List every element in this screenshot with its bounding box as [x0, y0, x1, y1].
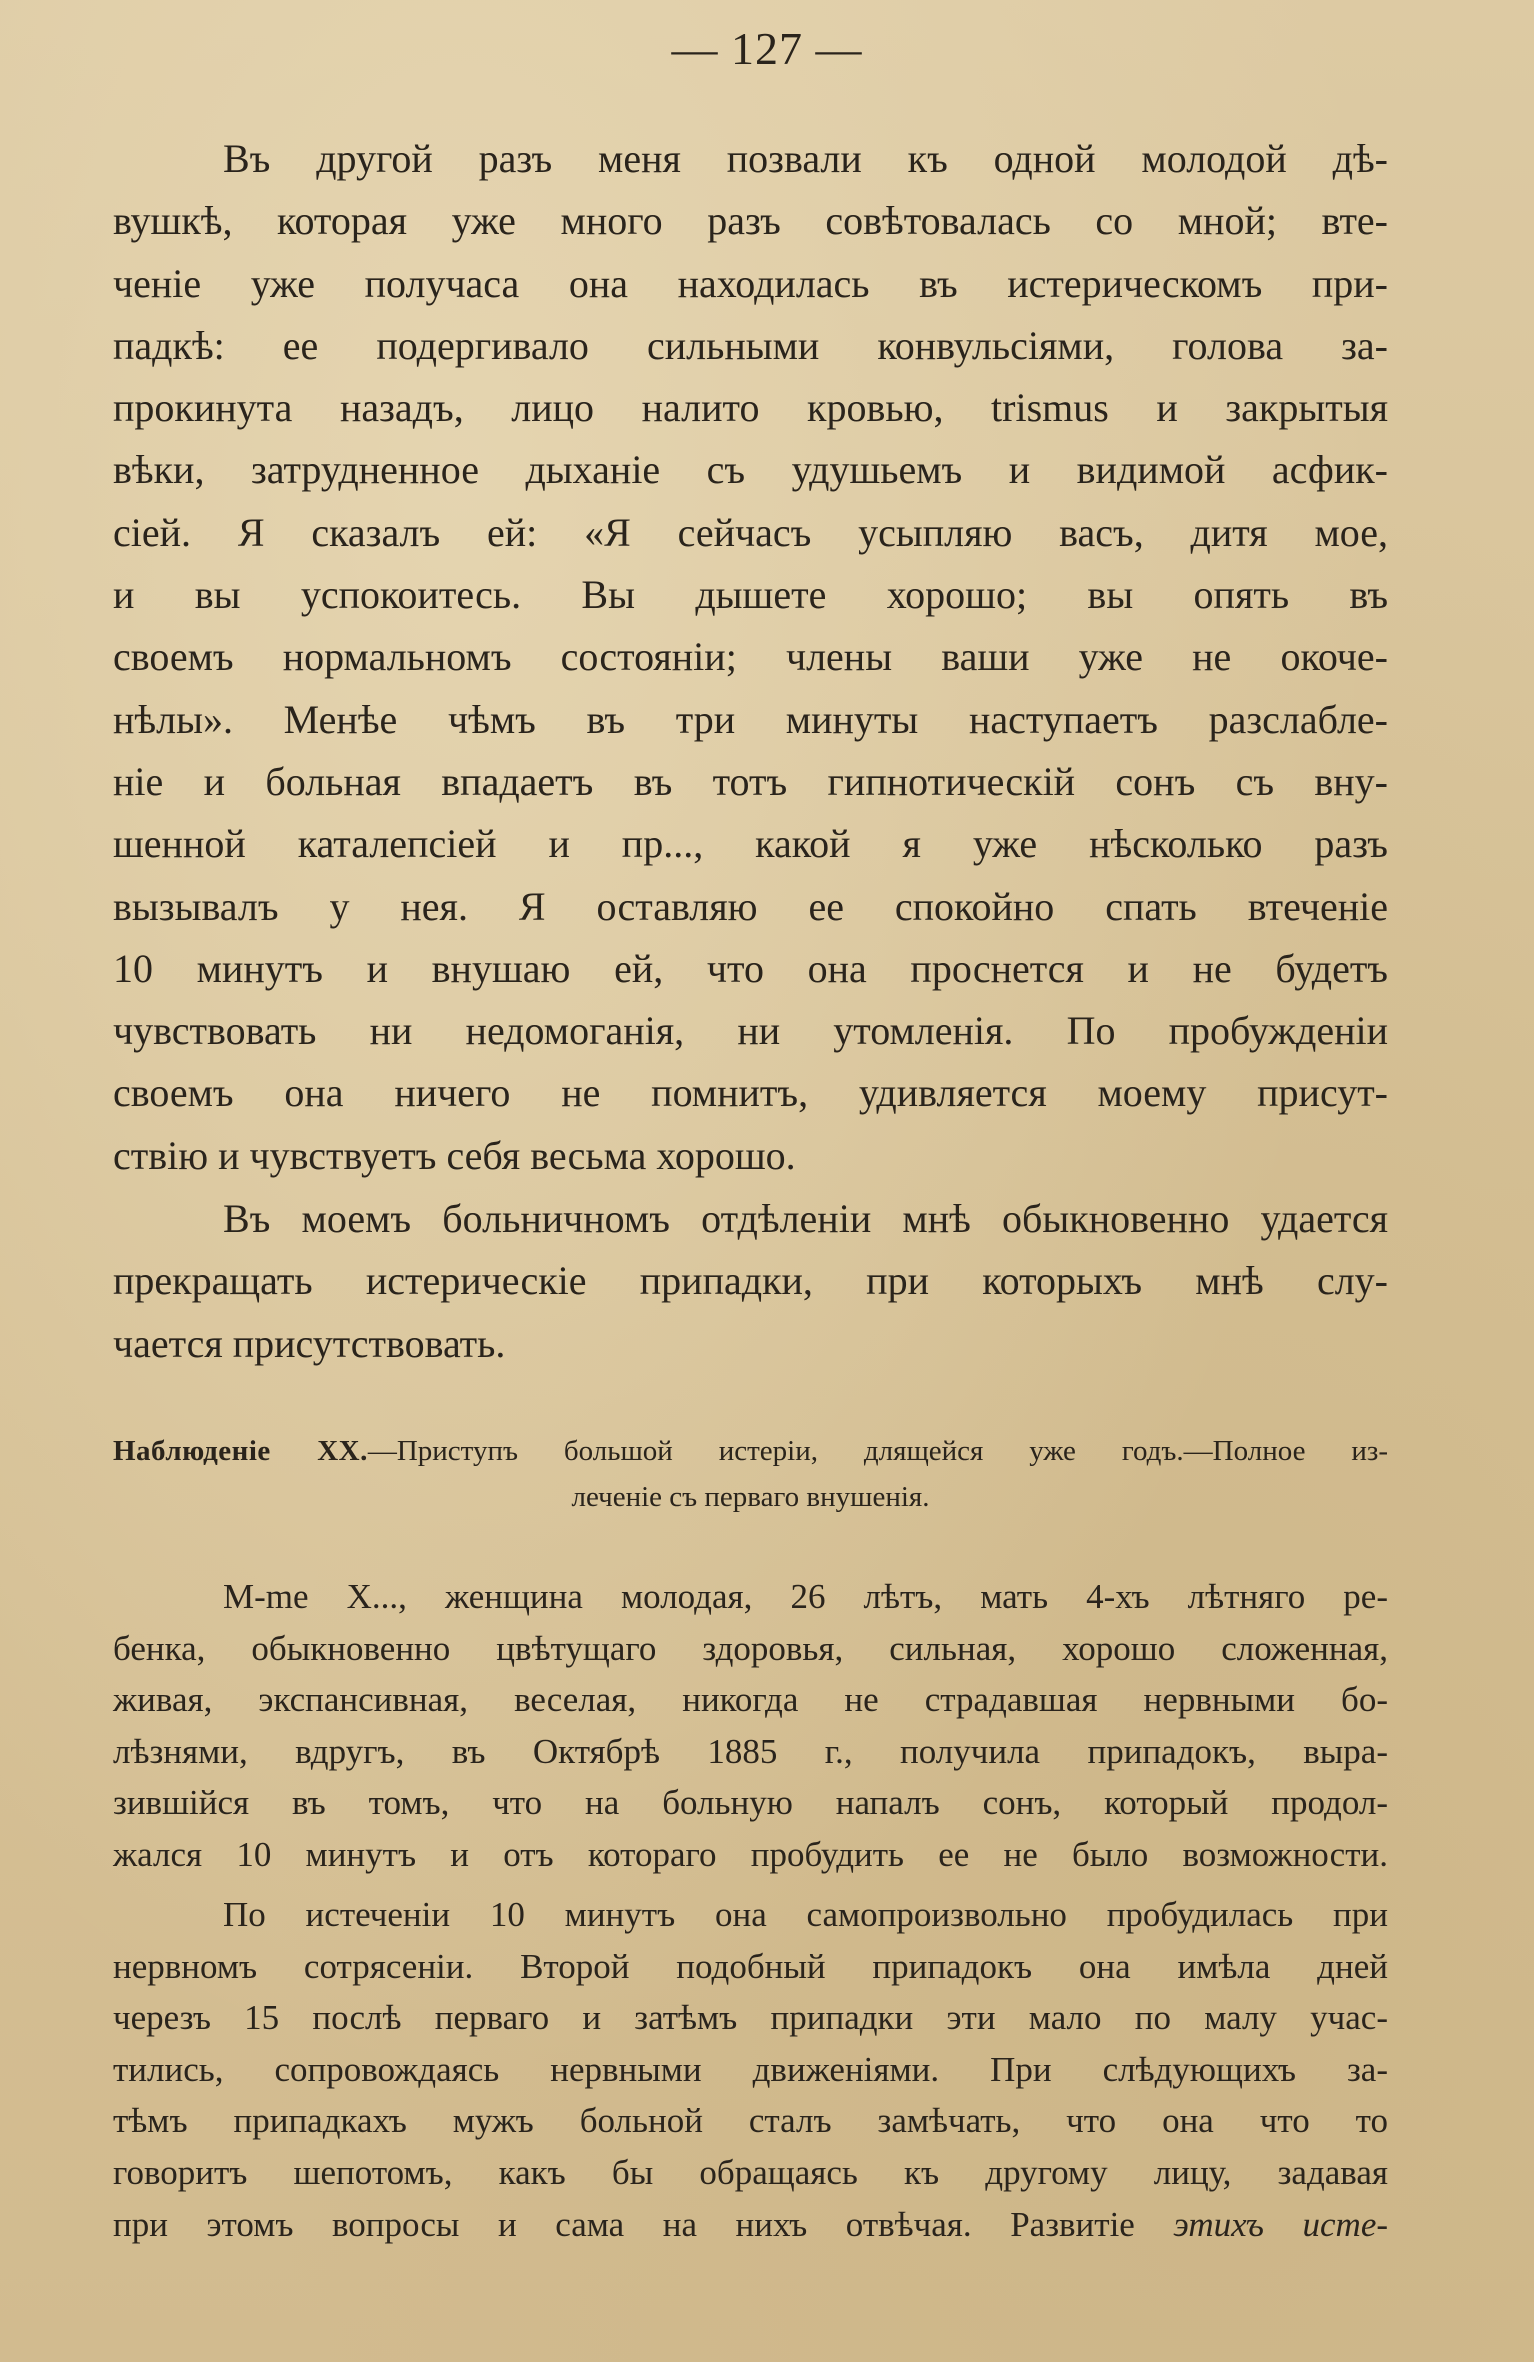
text-line: черезъ 15 послѣ перваго и затѣмъ припадки эти мало по малу учас-	[113, 1998, 1388, 2038]
text-line: жался 10 минутъ и отъ котораго пробудить ее не было возможности.	[113, 1834, 1388, 1874]
text-line: прекращать истерическіе припадки, при которыхъ мнѣ слу-	[113, 1258, 1388, 1304]
text-line: вызывалъ у нея. Я оставляю ее спокойно спать втеченіе	[113, 883, 1388, 929]
text-line: ствію и чувствуетъ себя весьма хорошо.	[113, 1132, 796, 1178]
text-line: чувствовать ни недомоганія, ни утомленія. По пробужденіи	[113, 1008, 1388, 1054]
text-line: ніе и больная впадаетъ въ тотъ гипнотическій сонъ съ вну-	[113, 758, 1388, 804]
text-line: Въ другой разъ меня позвали къ одной молодой дѣ-	[223, 136, 1388, 181]
paragraph-hysteric-fit	[113, 128, 1388, 1187]
text-line: лѣзнями, вдругъ, въ Октябрѣ 1885 г., получила припадокъ, выра-	[113, 1731, 1388, 1771]
paragraph-case-progress	[113, 1889, 1388, 2250]
text-line: 10 минутъ и внушаю ей, что она проснется и не будетъ	[113, 945, 1388, 991]
paragraph-case-intro	[113, 1571, 1388, 1881]
text-line: прокинута назадъ, лицо налито кровью, trismus и закрытыя	[113, 385, 1388, 431]
text-line: тѣмъ припадкахъ мужъ больной сталъ замѣчать, что она что то	[113, 2101, 1388, 2141]
page-number: — 127 —	[671, 23, 863, 74]
text-line: вѣки, затрудненное дыханіе съ удушьемъ и видимой асфик-	[113, 447, 1388, 493]
text-line: ченіе уже получаса она находилась въ истерическомъ при-	[113, 260, 1388, 306]
text-line: своемъ нормальномъ состояніи; члены ваши уже не окоче-	[113, 634, 1388, 680]
observation-heading-line1	[113, 1428, 1388, 1474]
paragraph-hospital-note	[113, 1188, 1388, 1375]
text-line: зившійся въ томъ, что на больную напалъ сонъ, который продол-	[113, 1783, 1388, 1823]
text-line: нѣлы». Менѣе чѣмъ въ три минуты наступаетъ разслабле-	[113, 696, 1388, 742]
observation-heading	[113, 1428, 1388, 1520]
text-line: вушкѣ, которая уже много разъ совѣтовалась со мной; вте-	[113, 198, 1388, 244]
text-line: нервномъ сотрясеніи. Второй подобный припадокъ она имѣла дней	[113, 1946, 1388, 1986]
text-line: и вы успокоитесь. Вы дышете хорошо; вы опять въ	[113, 572, 1388, 618]
text-line: По истеченіи 10 минутъ она самопроизвольно пробудилась при	[223, 1895, 1388, 1934]
text-line: бенка, обыкновенно цвѣтущаго здоровья, сильная, хорошо сложенная,	[113, 1628, 1388, 1668]
text-line: M-me X..., женщина молодая, 26 лѣтъ, мать 4-хъ лѣтняго ре-	[223, 1577, 1388, 1616]
final-line-italic: этихъ исте-	[1173, 2204, 1389, 2244]
text-line: сіей. Я сказалъ ей: «Я сейчасъ усыпляю васъ, дитя мое,	[113, 509, 1388, 555]
text-line: Въ моемъ больничномъ отдѣленіи мнѣ обыкновенно удается	[223, 1196, 1388, 1241]
text-line: живая, экспансивная, веселая, никогда не страдавшая нервными бо-	[113, 1680, 1388, 1720]
text-line: говоритъ шепотомъ, какъ бы обращаясь къ другому лицу, задавая	[113, 2152, 1388, 2192]
text-line: своемъ она ничего не помнитъ, удивляется моему присут-	[113, 1070, 1388, 1116]
text-line: чается присутствовать.	[113, 1320, 506, 1366]
text-line: тились, сопровождаясь нервными движеніями. При слѣдующихъ за-	[113, 2049, 1388, 2089]
observation-heading-line2: леченіе съ перваго внушенія.	[571, 1481, 930, 1513]
final-line-text: при этомъ вопросы и сама на нихъ отвѣчая. Развитіе	[113, 2204, 1135, 2244]
observation-label: Наблюденіе XX.	[113, 1435, 368, 1467]
text-line-final	[113, 2199, 1388, 2251]
text-line: падкѣ: ее подергивало сильными конвульсіями, голова за-	[113, 322, 1388, 368]
text-line: шенной каталепсіей и пр..., какой я уже нѣсколько разъ	[113, 821, 1388, 867]
observation-title: —Приступъ большой истеріи, длящейся уже годъ.—Полное из-	[367, 1435, 1388, 1467]
